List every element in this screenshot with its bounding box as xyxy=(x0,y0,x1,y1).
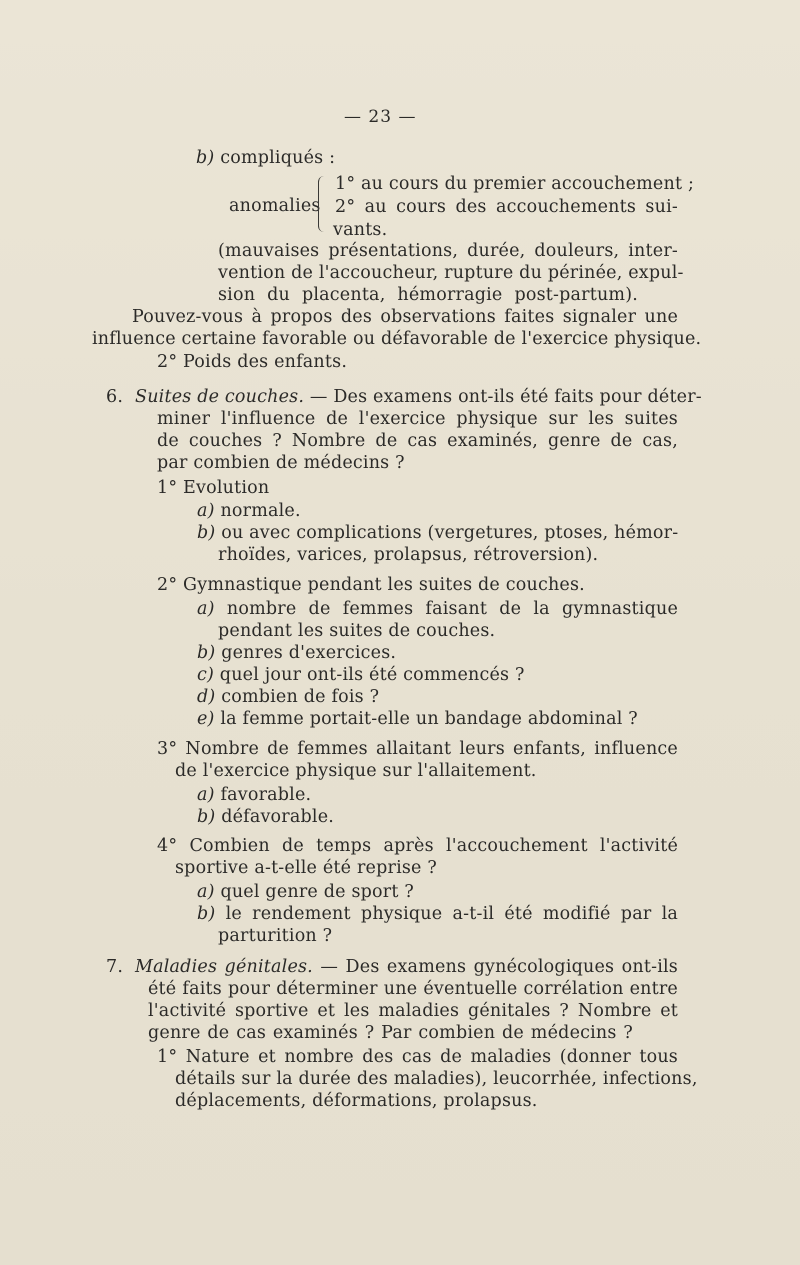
text-line: miner l'influence de l'exercice physique sur les suites xyxy=(157,409,678,429)
text-line: déplacements, déformations, prolapsus. xyxy=(175,1091,538,1111)
list-item: d) combien de fois ? xyxy=(197,687,380,707)
text-line: genre de cas examinés ? Par combien de médecins ? xyxy=(148,1023,633,1043)
text-line: Pouvez-vous à propos des observations faites signaler une xyxy=(132,307,678,327)
text-line: rhoïdes, varices, prolapsus, rétroversion). xyxy=(218,545,599,565)
text-line: pendant les suites de couches. xyxy=(218,621,496,641)
section-7-heading: Maladies génitales. — Des examens gynécologiques ont-ils xyxy=(135,957,678,977)
list-item: a) nombre de femmes faisant de la gymnastique xyxy=(197,599,678,619)
list-item: e) la femme portait-elle un bandage abdominal ? xyxy=(197,709,638,729)
text-line: de couches ? Nombre de cas examinés, genre de cas, xyxy=(157,431,678,451)
section-6-number: 6. xyxy=(106,387,124,407)
text-line: sportive a-t-elle été reprise ? xyxy=(175,858,437,878)
anomaly-line-3: vants. xyxy=(333,220,388,240)
brace xyxy=(318,176,327,232)
text-line: influence certaine favorable ou défavorable de l'exercice physique. xyxy=(92,329,702,349)
list-item: a) favorable. xyxy=(197,785,312,805)
section-6-heading: Suites de couches. — Des examens ont-ils été faits pour déter- xyxy=(135,387,702,407)
section-7-number: 7. xyxy=(106,957,124,977)
text-line: de l'exercice physique sur l'allaitement. xyxy=(175,761,537,781)
item-b-complicated: b) compliqués : xyxy=(196,148,336,168)
text-line: sion du placenta, hémorragie post-partum). xyxy=(218,285,638,305)
anomalies-label: anomalies xyxy=(229,196,321,216)
list-item: b) genres d'exercices. xyxy=(197,643,397,663)
text-line: vention de l'accoucheur, rupture du périnée, expul- xyxy=(218,263,684,283)
section-7-title: Maladies génitales. xyxy=(135,957,313,977)
section-6-title: Suites de couches. xyxy=(135,387,305,407)
text-line: détails sur la durée des maladies), leucorrhée, infections, xyxy=(175,1069,698,1089)
subitem-1-evolution: 1° Evolution xyxy=(157,478,270,498)
list-item: a) quel genre de sport ? xyxy=(197,882,414,902)
subitem-4-reprise: 4° Combien de temps après l'accouchement l'activité xyxy=(157,836,678,856)
list-item: c) quel jour ont-ils été commencés ? xyxy=(197,665,525,685)
page-number: — 23 — xyxy=(344,107,417,127)
list-item: a) normale. xyxy=(197,501,301,521)
list-item: b) le rendement physique a-t-il été modifié par la xyxy=(197,904,678,924)
text-line: par combien de médecins ? xyxy=(157,453,405,473)
list-item: b) défavorable. xyxy=(197,807,335,827)
anomaly-line-2: 2° au cours des accouchements sui- xyxy=(335,197,678,217)
subitem-2-gymnastique: 2° Gymnastique pendant les suites de couches. xyxy=(157,575,585,595)
text-line: l'activité sportive et les maladies génitales ? Nombre et xyxy=(148,1001,678,1021)
text-line: (mauvaises présentations, durée, douleurs, inter- xyxy=(218,241,678,261)
subitem-3-allaitement: 3° Nombre de femmes allaitant leurs enfants, influence xyxy=(157,739,678,759)
text-line: été faits pour déterminer une éventuelle corrélation entre xyxy=(148,979,678,999)
text-line: parturition ? xyxy=(218,926,333,946)
text-line: 2° Poids des enfants. xyxy=(157,352,348,372)
list-item: b) ou avec complications (vergetures, ptoses, hémor- xyxy=(197,523,679,543)
subitem-1-nature: 1° Nature et nombre des cas de maladies (donner tous xyxy=(157,1047,678,1067)
anomaly-line-1: 1° au cours du premier accouchement ; xyxy=(335,174,695,194)
